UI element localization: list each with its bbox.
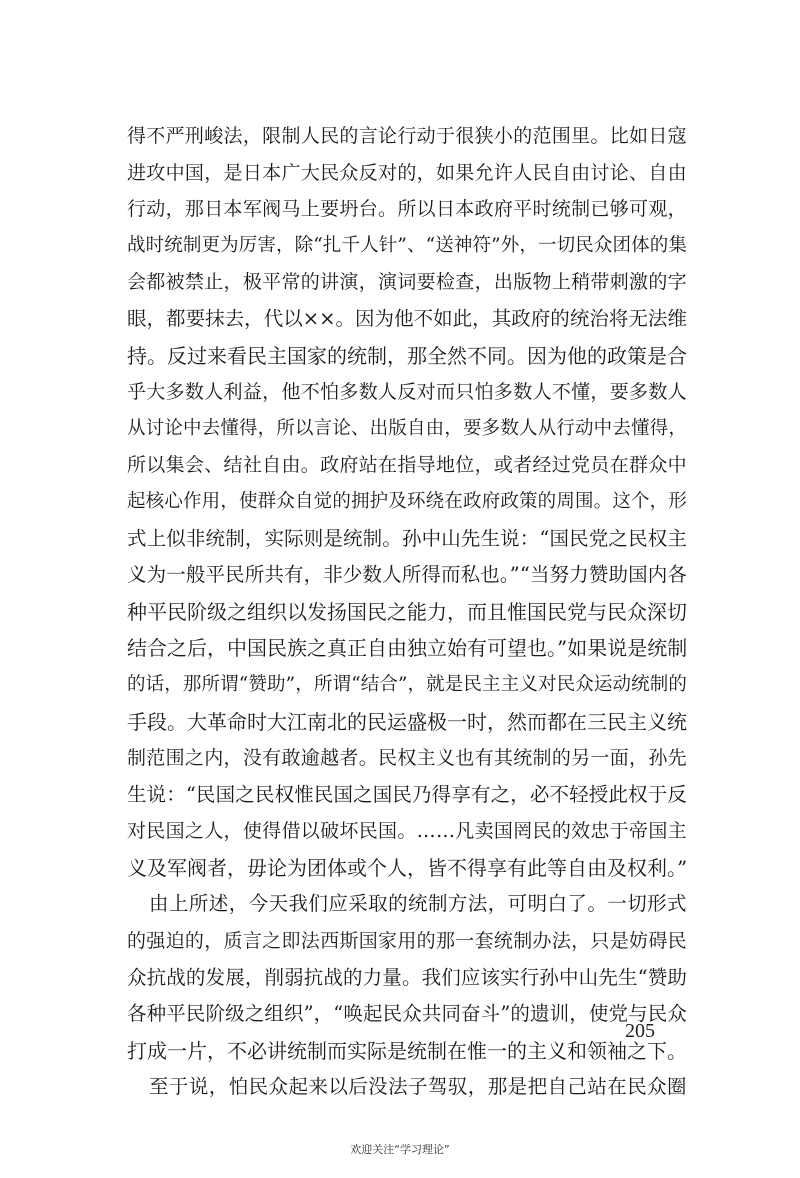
- text-line: 生说：“民国之民权惟民国之国民乃得享有之，必不轻授此权于反: [127, 782, 687, 806]
- text-line: 众抗战的发展，削弱抗战的力量。我们应该实行孙中山先生“赞助: [127, 965, 687, 989]
- text-line: 义为一般平民所共有，非少数人所得而私也。”“当努力赞助国内各: [127, 563, 687, 587]
- text-line: 的话，那所谓“赞助”，所谓“结合”，就是民主主义对民众运动统制的: [127, 673, 687, 695]
- text-line: 行动，那日本军阀马上要坍台。所以日本政府平时统制已够可观，: [127, 198, 687, 221]
- text-line: 种平民阶级之组织以发扬国民之能力，而且惟国民党与民众深切: [127, 599, 687, 624]
- text-line: 各种平民阶级之组织”，“唤起民众共同奋斗”的遗训，使党与民众: [127, 1002, 687, 1026]
- text-line: 所以集会、结社自由。政府站在指导地位，或者经过党员在群众中: [127, 454, 687, 477]
- text-line: 起核心作用，使群众自觉的拥护及环绕在政府政策的周围。这个，形: [127, 490, 687, 512]
- text-line: 会都被禁止，极平常的讲演，演词要检查，出版物上稍带刺激的字: [127, 271, 687, 294]
- text-line: 进攻中国，是日本广大民众反对的，如果允许人民自由讨论、自由: [127, 161, 687, 184]
- text-line: 从讨论中去懂得，所以言论、出版自由，要多数人从行动中去懂得，: [127, 417, 687, 439]
- body-text: [127, 118, 687, 1106]
- text-line: 结合之后，中国民族之真正自由独立始有可望也。”如果说是统制: [127, 636, 688, 661]
- text-line: 式上似非统制，实际则是统制。孙中山先生说：“国民党之民权主: [127, 526, 687, 550]
- footer-text: 欢迎关注“学习理论”: [350, 1143, 450, 1156]
- text-line: 的强迫的，质言之即法西斯国家用的那一套统制办法，只是妨碍民: [127, 930, 687, 953]
- text-line: 眼，都要抹去，代以××。因为他不如此，其政府的统治将无法维: [127, 306, 687, 330]
- text-line: 手段。大革命时大江南北的民运盛极一时，然而都在三民主义统: [127, 709, 687, 734]
- text-line: 持。反过来看民主国家的统制，那全然不同。因为他的政策是合: [127, 343, 687, 368]
- text-line: 对民国之人，使得借以破坏民国。……凡卖国罔民的效忠于帝国主: [127, 820, 687, 843]
- text-line: 乎大多数人利益，他不怕多数人反对而只怕多数人不懂，要多数人: [127, 381, 687, 404]
- page-number: 205: [625, 1020, 655, 1042]
- text-line: 打成一片，不必讲统制而实际是统制在惟一的主义和领袖之下。: [127, 1038, 687, 1063]
- paragraph-start-line: 由上所述，今天我们应采取的统制方法，可明白了。一切形式: [149, 892, 687, 916]
- text-line: 制范围之内，没有敢逾越者。民权主义也有其统制的另一面，孙先: [127, 747, 687, 770]
- paragraph-start-line: 至于说，怕民众起来以后没法子驾驭，那是把自己站在民众圈: [149, 1075, 687, 1099]
- text-line: 得不严刑峻法，限制人民的言论行动于很狭小的范围里。比如日寇: [127, 125, 687, 147]
- text-line: 战时统制更为厉害，除“扎千人针”、“送神符”外，一切民众团体的集: [127, 234, 687, 256]
- text-line: 义及军阀者，毋论为团体或个人，皆不得享有此等自由及权利。”: [127, 855, 688, 880]
